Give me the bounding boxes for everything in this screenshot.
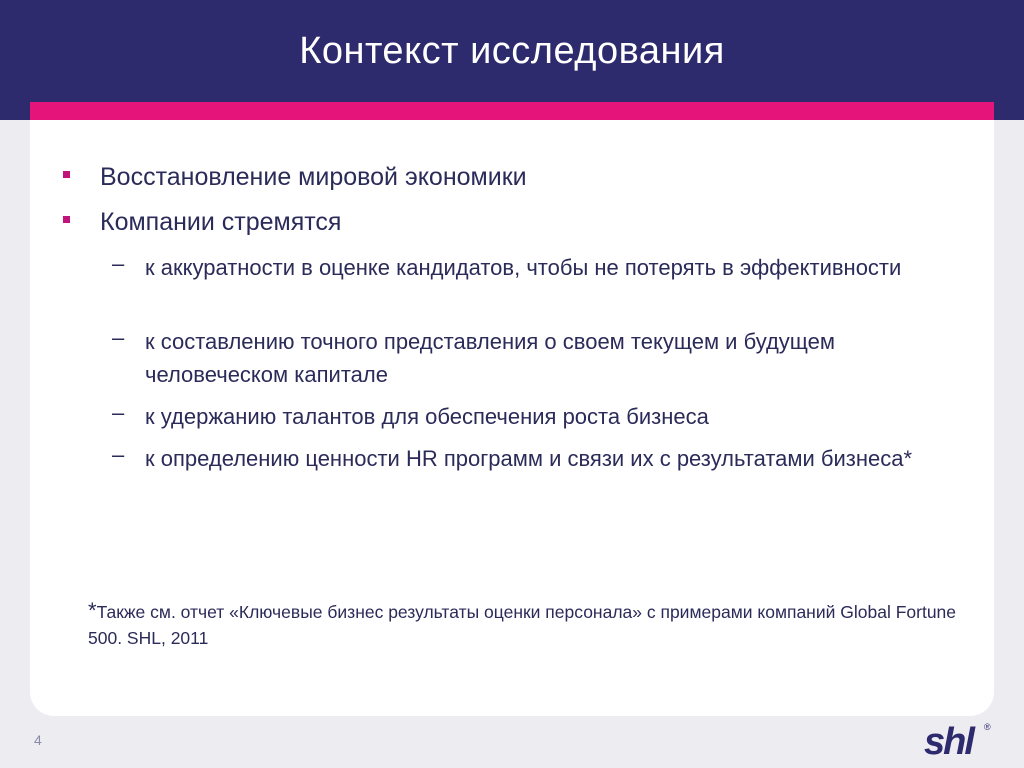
bullet-marker-1 — [63, 171, 70, 178]
page-number: 4 — [34, 732, 42, 748]
bullet-text-2: Компании стремятся — [100, 208, 342, 236]
subitem-text-1: к аккуратности в оценке кандидатов, чтобы не потерять в эффективности — [145, 255, 902, 280]
subitem-dash-2: – — [112, 325, 125, 350]
subitem-text-3: к удержанию талантов для обеспечения роста бизнеса — [145, 404, 709, 429]
shl-logo-icon — [924, 718, 994, 760]
subitem-text-4: к определению ценности HR программ и связи их с результатами бизнеса* — [145, 446, 913, 471]
accent-bar — [30, 102, 994, 120]
footnote-text: Также см. отчет «Ключевые бизнес результаты оценки персонала» с примерами компаний Global Fortune 500. SHL, 2011 — [88, 602, 957, 648]
footnote — [88, 598, 968, 651]
subitem-dash-3: – — [112, 400, 125, 425]
subitem-dash-4: – — [112, 442, 125, 467]
subitem-dash-1: – — [112, 251, 125, 276]
subitem-text-2: к составлению точного представления о своем текущем и будущем человеческом капитале — [145, 329, 836, 387]
logo-wordmark: shl — [924, 721, 973, 760]
bullet-text-1: Восстановление мировой экономики — [100, 163, 527, 191]
logo-registered-mark: ® — [984, 722, 991, 732]
footnote-star: * — [88, 598, 97, 623]
slide-title: Контекст исследования — [299, 30, 725, 72]
bullet-marker-2 — [63, 216, 70, 223]
